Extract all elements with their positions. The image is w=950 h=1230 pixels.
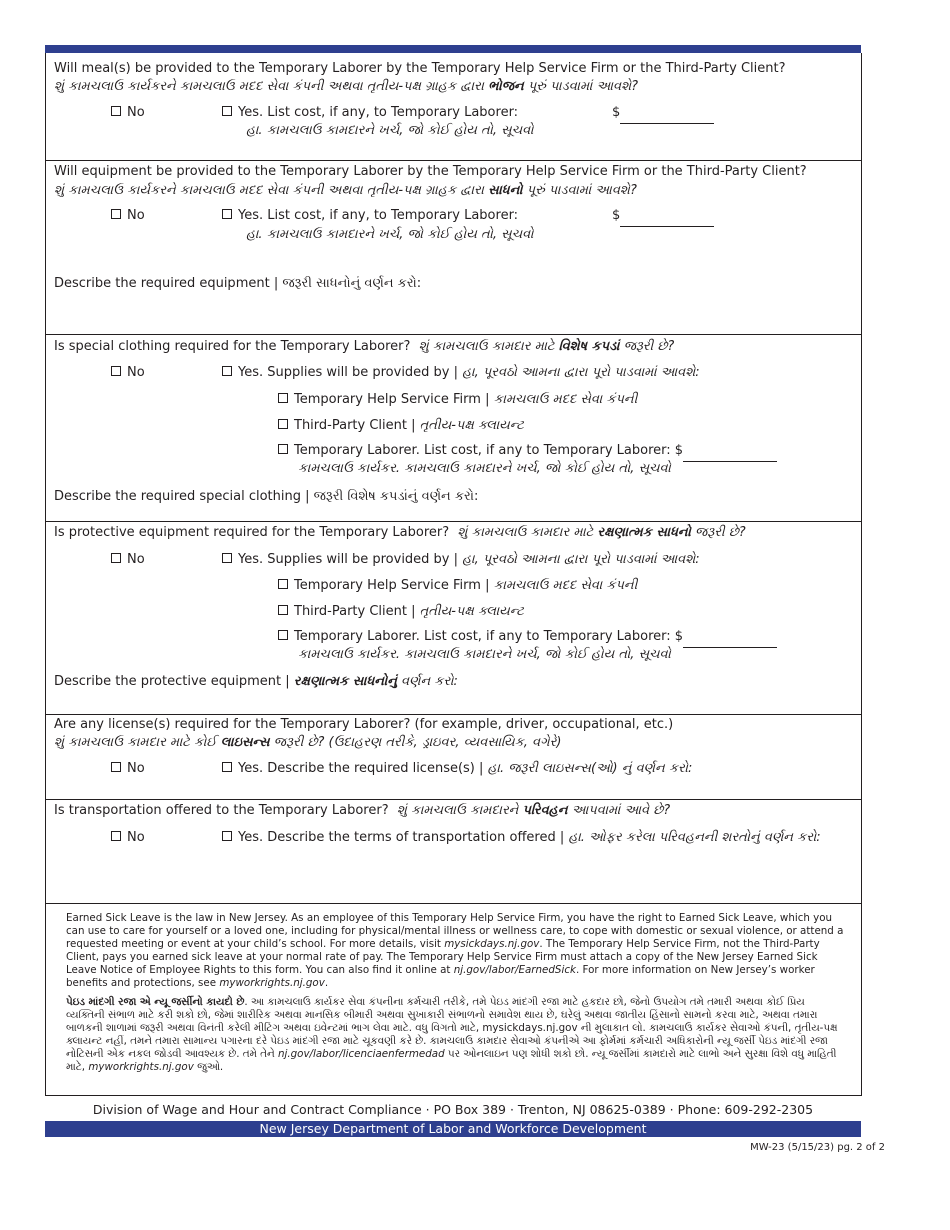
protective-yes-option[interactable]: Yes. Supplies will be provided by | હા, પૂરવઠો આમના દ્વારા પૂરો પાડવામાં આવશે: [222, 552, 700, 568]
license-no-checkbox[interactable] [111, 762, 121, 772]
protective-opt-firm[interactable]: Temporary Help Service Firm | કામચલાઉ મદદ સેવા કંપની [278, 578, 637, 594]
equipment-no-checkbox[interactable] [111, 209, 121, 219]
equipment-describe-label: Describe the required equipment | જરૂરી સાધનોનું વર્ણન કરો: [54, 276, 422, 291]
agency-address: Division of Wage and Hour and Contract Compliance · PO Box 389 · Trenton, NJ 08625-0389 · Phone: 609-292-2305 [92, 1102, 814, 1117]
protective-laborer-checkbox[interactable] [278, 630, 288, 640]
license-section [46, 715, 861, 800]
clothing-client-checkbox[interactable] [278, 419, 288, 429]
transport-no-checkbox[interactable] [111, 831, 121, 841]
clothing-describe-label: Describe the required special clothing | જરૂરી વિશેષ કપડાંનું વર્ણન કરો: [54, 489, 479, 504]
transport-section [46, 800, 861, 904]
myworkrights-gu-link[interactable]: myworkrights.nj.gov [88, 1061, 194, 1073]
meals-yes-checkbox[interactable] [222, 106, 232, 116]
equipment-question-gu: શું કામચલાઉ કાર્યકરને કામચલાઉ મદદ સેવા કંપની અથવા તૃતીય-પક્ષ ગ્રાહક દ્વારા સાધનો પૂરું પાડવામાં આવશે? [54, 183, 637, 198]
equipment-yes-checkbox[interactable] [222, 209, 232, 219]
license-question-gu: શું કામચલાઉ કામદાર માટે કોઈ લાઇસન્સ જરૂરી છે? (ઉદાહરણ તરીકે, ડ્રાઇવર, વ્યવસાયિક, વગેરે) [54, 735, 562, 750]
license-yes-option[interactable]: Yes. Describe the required license(s) | હા. જરૂરી લાઇસન્સ(ઓ) નું વર્ણન કરો: [222, 761, 692, 777]
top-accent-bar [45, 45, 861, 53]
transport-yes-checkbox[interactable] [222, 831, 232, 841]
transport-yes-option[interactable]: Yes. Describe the terms of transportation offered | હા. ઓફર કરેલા પરિવહનની શરતોનું વર્ણન કરો: [222, 830, 821, 846]
clothing-opt-firm[interactable]: Temporary Help Service Firm | કામચલાઉ મદદ સેવા કંપની [278, 392, 637, 408]
clothing-yes-option[interactable]: Yes. Supplies will be provided by | હા, પૂરવઠો આમના દ્વારા પૂરો પાડવામાં આવશે: [222, 365, 700, 381]
meals-question: Will meal(s) be provided to the Temporary Laborer by the Temporary Help Service Firm or the Third-Party Client? [54, 61, 786, 76]
protective-opt-client[interactable]: Third-Party Client | તૃતીય-પક્ષ ક્લાયન્ટ [278, 604, 524, 620]
clothing-question: Is special clothing required for the Temporary Laborer? શું કામચલાઉ કામદાર માટે વિશેષ કપડાં જરૂરી છે? [54, 339, 675, 354]
clothing-laborer-checkbox[interactable] [278, 444, 288, 454]
protective-yes-checkbox[interactable] [222, 553, 232, 563]
meals-no-checkbox[interactable] [111, 106, 121, 116]
protective-question: Is protective equipment required for the Temporary Laborer? શું કામચલાઉ કામદાર માટે રક્ષણાત્મક સાધનો જરૂરી છે? [54, 525, 746, 540]
license-no-option[interactable]: No [111, 761, 145, 777]
clothing-opt-laborer[interactable]: Temporary Laborer. List cost, if any to Temporary Laborer: $ [278, 443, 777, 462]
protective-no-option[interactable]: No [111, 552, 145, 568]
protective-laborer-gu: કામચલાઉ કાર્યકર. કામચલાઉ કામદારને ખર્ચ, જો કોઈ હોય તો, સૂચવો [298, 647, 671, 662]
equipment-yes-gu: હા. કામચલાઉ કામદારને ખર્ચ, જો કોઈ હોય તો, સૂચવો [246, 227, 534, 242]
protective-no-checkbox[interactable] [111, 553, 121, 563]
form-number: MW-23 (5/15/23) pg. 2 of 2 [750, 1142, 885, 1153]
earned-sick-leave-notice-en: Earned Sick Leave is the law in New Jersey. As an employee of this Temporary Help Service Firm, you have the right to Earned Sick Leave, which you can use to care for yourself or a loved one, including for physical/mental illness or wellness care, to cope with domestic or sexual violence, or attend a requested meeting or event at your child’s school. For more details, visit mysickdays.nj.gov. The Temporary Help Service Firm, not the Third-Party Client, pays you earned sick leave at your normal rate of pay. The Temporary Help Service Firm must attach a copy of the New Jersey Earned Sick Leave Notice of Employee Rights to this form. You can also find it online at nj.gov/labor/EarnedSick. For more information on New Jersey’s worker benefits and protections, see myworkrights.nj.gov. [66, 912, 844, 989]
form-body [45, 53, 862, 1096]
meals-question-gu: શું કામચલાઉ કાર્યકરને કામચલાઉ મદદ સેવા કંપની અથવા તૃતીય-પક્ષ ગ્રાહક દ્વારા ભોજન પૂરું પાડવામાં આવશે? [54, 79, 639, 94]
transport-no-option[interactable]: No [111, 830, 145, 846]
earned-sick-link[interactable]: nj.gov/labor/EarnedSick [453, 964, 576, 976]
meals-no-option[interactable]: No [111, 105, 145, 121]
department-banner: New Jersey Department of Labor and Workforce Development [45, 1121, 861, 1137]
meals-cost-field[interactable]: $ [612, 105, 714, 124]
clothing-no-checkbox[interactable] [111, 366, 121, 376]
clothing-opt-client[interactable]: Third-Party Client | તૃતીય-પક્ષ ક્લાયન્ટ [278, 418, 524, 434]
equipment-section [46, 161, 861, 335]
mysickdays-link[interactable]: mysickdays.nj.gov [444, 938, 540, 950]
equipment-yes-option[interactable]: Yes. List cost, if any, to Temporary Laborer: [222, 208, 518, 224]
clothing-laborer-gu: કામચલાઉ કાર્યકર. કામચલાઉ કામદારને ખર્ચ, જો કોઈ હોય તો, સૂચવો [298, 461, 671, 476]
earned-sick-leave-notice-gu: પેઇડ માંદગી રજા એ ન્યૂ જર્સીનો કાયદો છે. આ કામચલાઉ કાર્યકર સેવા કંપનીના કર્મચારી તરીકે, તમે પેઇડ માંદગી રજા માટે હકદાર છો, જેનો ઉપયોગ તમે તમારી અથવા કોઈ પ્રિય વ્યક્તિની સંભાળ માટે કરી શકો છો, જેમાં શારીરિક અથવા માનસિક બીમારી અથવા સુખાકારી સંભાળનો સમાવેશ થાય છે, ઘરેલું અથવા જાતીય હિંસાનો સામનો કરવા માટે, અથવા તમારા બાળકની શાળામાં જરૂરી અથવા વિનંતી કરેલી મીટિંગ અથવા ઇવેન્ટમાં ભાગ લેવા માટે. વધુ વિગતો માટે, mysickdays.nj.gov ની મુલાકાત લો. કામચલાઉ કાર્યકર સેવાઓ કંપની, તૃતીય-પક્ષ ક્લાયન્ટ નહીં, તમને તમારા સામાન્ય પગારના દરે પેઇડ માંદગી રજા માટે ચૂકવણી કરે છે. કામચલાઉ કામદાર સેવાઓ કંપનીએ આ ફોર્મમાં કર્મચારી અધિકારોની ન્યૂ જર્સી પેઇડ માંદગી રજા નોટિસની એક નકલ જોડવી આવશ્યક છે. તમે તેને nj.gov/labor/licenciaenfermedad પર ઓનલાઇન પણ શોધી શકો છો. ન્યૂ જર્સીમાં કામદારો માટે લાભો અને સુરક્ષા વિશે વધુ માહિતી માટે, myworkrights.nj.gov જુઓ. [66, 996, 838, 1073]
transport-question: Is transportation offered to the Temporary Laborer? શું કામચલાઉ કામદારને પરિવહન આપવામાં આવે છે? [54, 803, 671, 818]
meals-yes-gu: હા. કામચલાઉ કામદારને ખર્ચ, જો કોઈ હોય તો, સૂચવો [246, 123, 534, 138]
meals-section [46, 53, 861, 161]
myworkrights-link[interactable]: myworkrights.nj.gov [219, 977, 325, 989]
license-question: Are any license(s) required for the Temporary Laborer? (for example, driver, occupational, etc.) [54, 717, 674, 732]
protective-opt-laborer[interactable]: Temporary Laborer. List cost, if any to Temporary Laborer: $ [278, 629, 777, 648]
protective-client-checkbox[interactable] [278, 605, 288, 615]
licencia-link[interactable]: nj.gov/labor/licenciaenfermedad [277, 1048, 445, 1060]
license-yes-checkbox[interactable] [222, 762, 232, 772]
meals-yes-option[interactable]: Yes. List cost, if any, to Temporary Laborer: [222, 105, 518, 121]
clothing-no-option[interactable]: No [111, 365, 145, 381]
clothing-firm-checkbox[interactable] [278, 393, 288, 403]
clothing-section [46, 335, 861, 522]
equipment-no-option[interactable]: No [111, 208, 145, 224]
clothing-yes-checkbox[interactable] [222, 366, 232, 376]
protective-firm-checkbox[interactable] [278, 579, 288, 589]
protective-section [46, 522, 861, 715]
protective-describe-label: Describe the protective equipment | રક્ષણાત્મક સાધનોનું વર્ણન કરો: [54, 674, 458, 689]
equipment-question: Will equipment be provided to the Temporary Laborer by the Temporary Help Service Firm or the Third-Party Client? [54, 164, 807, 179]
equipment-cost-field[interactable]: $ [612, 208, 714, 227]
